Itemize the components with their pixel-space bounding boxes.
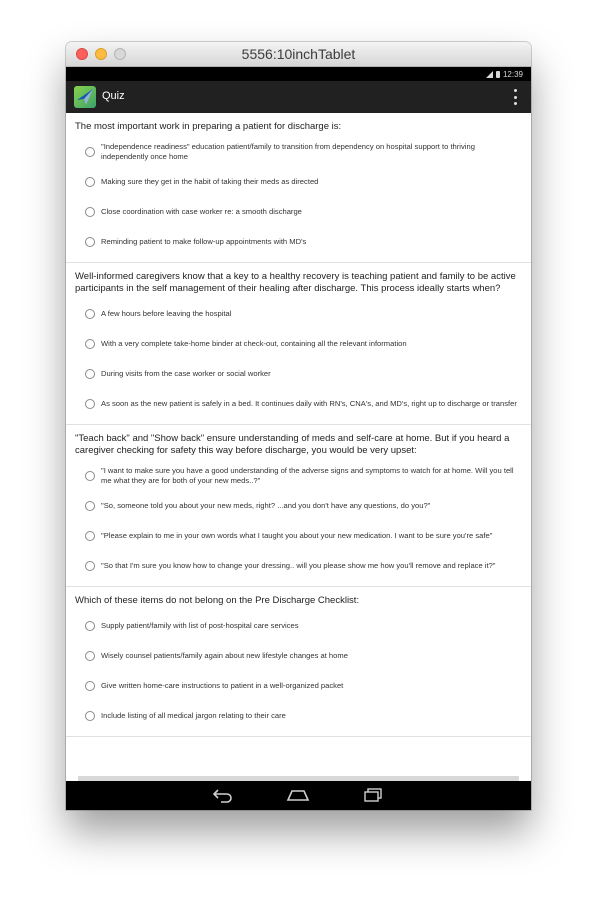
answer-option[interactable]: Include listing of all medical jargon relating to their care — [75, 701, 521, 731]
answer-option[interactable]: Making sure they get in the habit of taking their meds as directed — [75, 167, 521, 197]
radio-button[interactable] — [85, 651, 95, 661]
signal-icon — [486, 71, 493, 78]
recent-apps-icon[interactable] — [362, 787, 384, 808]
status-time: 12:39 — [502, 69, 523, 79]
radio-button[interactable] — [85, 147, 95, 157]
answer-option[interactable]: "Independence readiness" education patient/family to transition from dependency on hospital support to thriving independently once home — [75, 137, 521, 167]
radio-button[interactable] — [85, 339, 95, 349]
radio-button[interactable] — [85, 711, 95, 721]
status-bar — [66, 67, 531, 81]
question-text: Which of these items do not belong on the Pre Discharge Checklist: — [75, 595, 360, 606]
answer-option[interactable]: During visits from the case worker or social worker — [75, 359, 521, 389]
question-3 — [66, 425, 531, 587]
app-title: Quiz — [102, 90, 125, 102]
answer-option[interactable]: "So, someone told you about your new meds, right? ...and you don't have any questions, do you?" — [75, 491, 521, 521]
radio-button[interactable] — [85, 177, 95, 187]
app-logo-icon[interactable] — [74, 86, 96, 108]
answer-option[interactable]: With a very complete take-home binder at check-out, containing all the relevant information — [75, 329, 521, 359]
window-titlebar — [66, 42, 531, 67]
answer-option[interactable]: Supply patient/family with list of post-hospital care services — [75, 611, 521, 641]
radio-button[interactable] — [85, 399, 95, 409]
emulator-window — [66, 42, 531, 810]
radio-button[interactable] — [85, 621, 95, 631]
answer-option[interactable]: Wisely counsel patients/family again about new lifestyle changes at home — [75, 641, 521, 671]
overflow-menu-icon[interactable] — [513, 89, 517, 105]
answer-option[interactable]: "So that I'm sure you know how to change your dressing.. will you please show me how you'll remove and replace it?" — [75, 551, 521, 581]
window-title: 5556:10inchTablet — [241, 46, 356, 62]
answer-option[interactable]: "I want to make sure you have a good understanding of the adverse signs and symptoms to watch for at home. Will you tell me what they are for both of your new meds..?" — [75, 461, 521, 491]
question-2 — [66, 263, 531, 425]
radio-button[interactable] — [85, 369, 95, 379]
answer-option[interactable]: A few hours before leaving the hospital — [75, 299, 521, 329]
question-4 — [66, 587, 531, 737]
quiz-content[interactable] — [66, 113, 531, 781]
answer-option[interactable]: Reminding patient to make follow-up appointments with MD's — [75, 227, 521, 257]
navigation-bar — [66, 781, 531, 810]
radio-button[interactable] — [85, 531, 95, 541]
answer-option[interactable]: Give written home-care instructions to patient in a well-organized packet — [75, 671, 521, 701]
radio-button[interactable] — [85, 207, 95, 217]
home-icon[interactable] — [285, 787, 311, 808]
question-1 — [66, 113, 531, 263]
question-text: "Teach back" and "Show back" ensure understanding of meds and self-care at home. But if you heard a caregiver checking for safety this way before discharge, you would be very upset: — [75, 433, 510, 456]
question-text: The most important work in preparing a patient for discharge is: — [75, 121, 342, 132]
radio-button[interactable] — [85, 561, 95, 571]
question-text: Well-informed caregivers know that a key to a healthy recovery is teaching patient and family to be active participants in the self management of their healing after discharge. This process ideally starts when? — [75, 271, 516, 294]
radio-button[interactable] — [85, 681, 95, 691]
radio-button[interactable] — [85, 309, 95, 319]
action-bar — [66, 81, 531, 113]
back-icon[interactable] — [212, 787, 234, 808]
radio-button[interactable] — [85, 471, 95, 481]
answer-option[interactable]: "Please explain to me in your own words what I taught you about your new medication. I want to be sure you're safe" — [75, 521, 521, 551]
battery-icon — [496, 71, 500, 78]
radio-button[interactable] — [85, 237, 95, 247]
answer-option[interactable]: As soon as the new patient is safely in a bed. It continues daily with RN's, CNA's, and MD's, right up to discharge or transfer — [75, 389, 521, 419]
radio-button[interactable] — [85, 501, 95, 511]
answer-option[interactable]: Close coordination with case worker re: a smooth discharge — [75, 197, 521, 227]
